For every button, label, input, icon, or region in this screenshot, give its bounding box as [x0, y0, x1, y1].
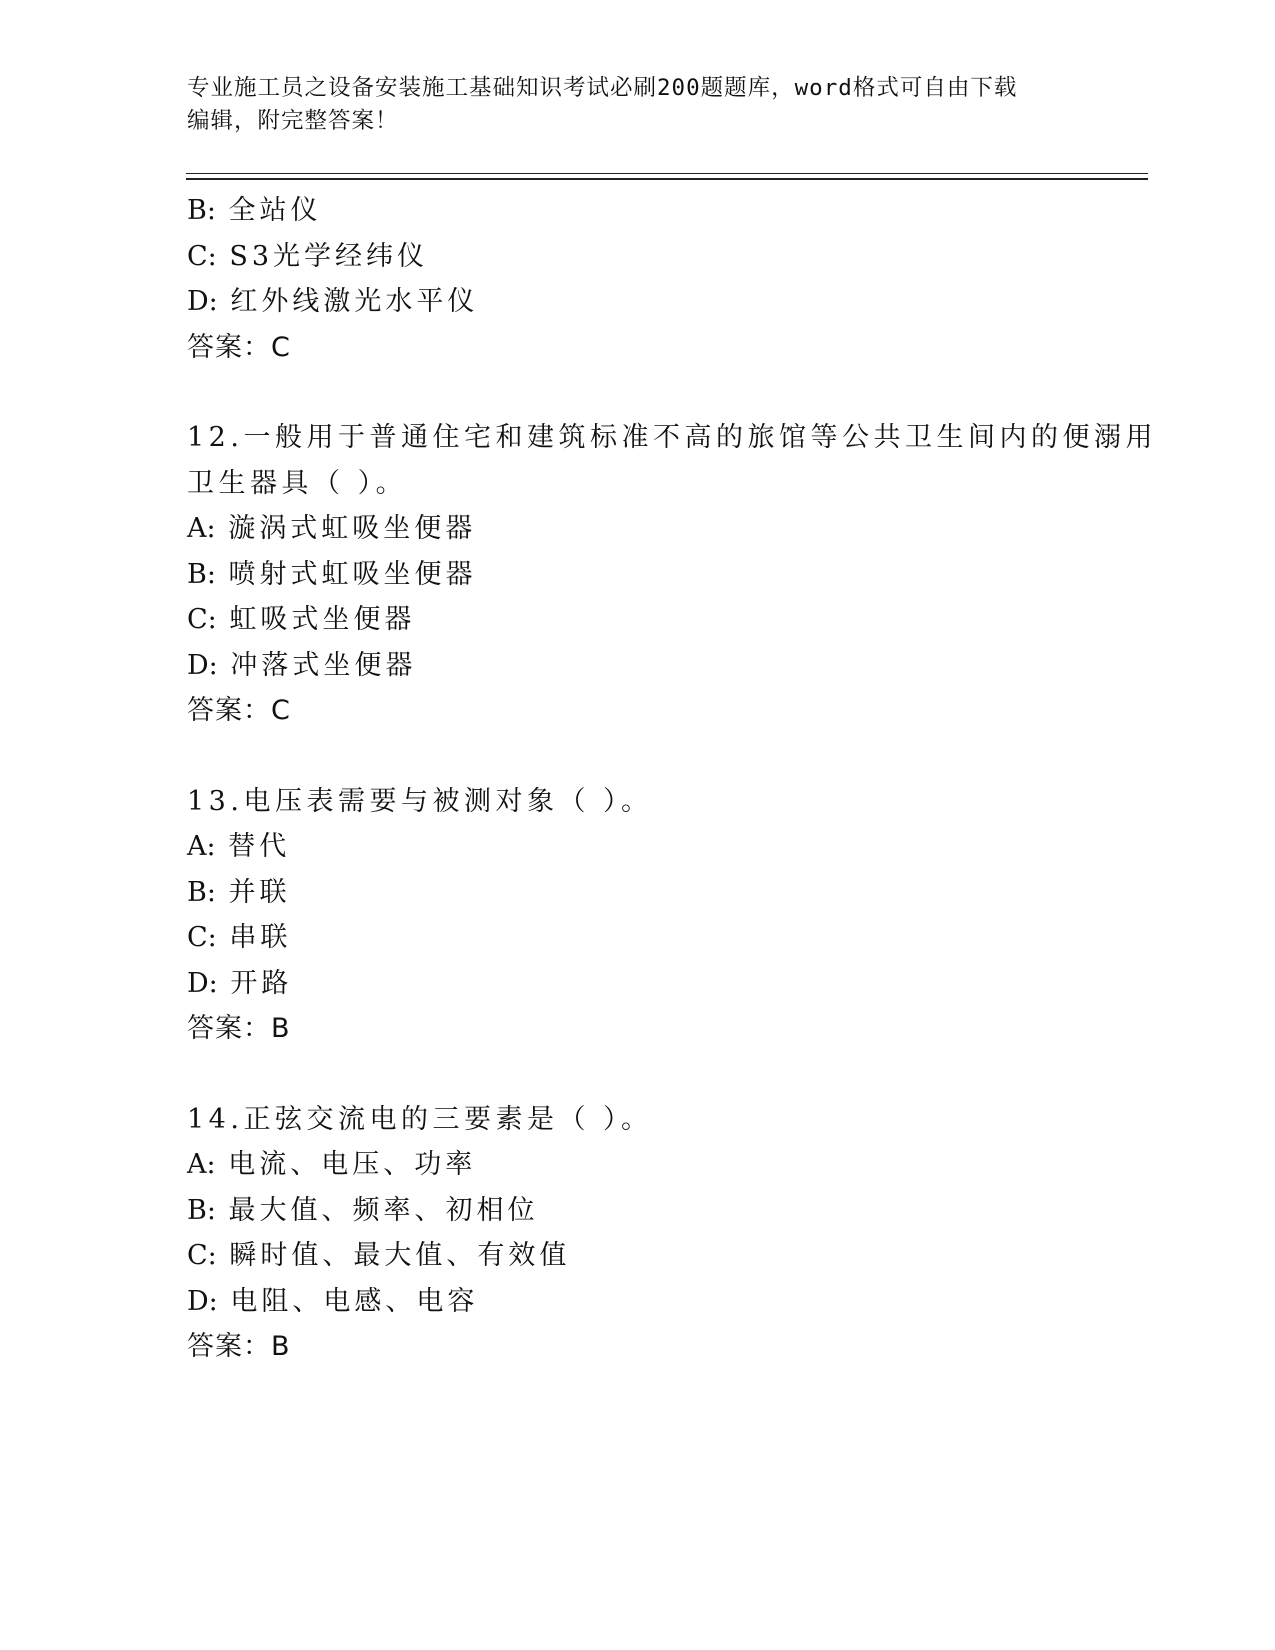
answer-line: 答案：C: [187, 331, 291, 363]
option-text: 并联: [228, 876, 291, 908]
option-label: D:: [187, 286, 218, 317]
option-text: S3光学经纬仪: [229, 240, 429, 272]
option-text: 红外线激光水平仪: [230, 286, 479, 317]
option-text: 电流、电压、功率: [228, 1149, 477, 1180]
option-b: [187, 1188, 1087, 1234]
option-text: 冲落式坐便器: [230, 649, 417, 681]
option-c: [187, 597, 1087, 643]
option-label: C:: [187, 1240, 217, 1271]
header-divider-thick: [186, 178, 1148, 180]
option-text: 全站仪: [228, 195, 322, 226]
option-label: D:: [187, 967, 218, 999]
option-c: [187, 915, 1087, 961]
option-text: 开路: [230, 967, 293, 999]
option-label: C:: [187, 922, 217, 953]
option-c: [187, 1233, 1087, 1279]
header-line-2: 编辑，附完整答案！: [187, 108, 399, 134]
option-label: C:: [187, 604, 217, 635]
question-11-continued: [187, 188, 1087, 370]
option-d: [187, 643, 1087, 689]
option-label: B:: [187, 876, 216, 908]
question-list: [187, 188, 1157, 1370]
option-text: 喷射式虹吸坐便器: [228, 558, 477, 590]
spacer: [187, 734, 1087, 779]
option-label: B:: [187, 558, 216, 590]
question-stem: 14.正弦交流电的三要素是（ ）。: [187, 1103, 653, 1135]
option-label: A:: [187, 831, 216, 862]
question-14: [187, 1097, 1087, 1370]
question-stem: 13.电压表需要与被测对象（ ）。: [187, 785, 653, 817]
answer-line: 答案：C: [187, 695, 291, 726]
answer-line: 答案：B: [187, 1013, 291, 1044]
option-b: [187, 870, 1087, 916]
option-b: [187, 552, 1087, 598]
option-text: 串联: [229, 922, 292, 953]
option-c: [187, 234, 1087, 280]
option-text: 替代: [228, 831, 291, 862]
option-text: 虹吸式坐便器: [229, 604, 416, 635]
answer-line: 答案：B: [187, 1331, 291, 1362]
document-header: [187, 72, 1067, 138]
question-13: [187, 779, 1087, 1052]
question-stem-continued: 卫生器具（ ）。: [187, 467, 408, 499]
header-line-1: 专业施工员之设备安装施工基础知识考试必刷200题题库，word格式可自由下载: [187, 75, 1018, 101]
option-label: A:: [187, 513, 216, 544]
option-label: D:: [187, 1285, 218, 1317]
option-b: [187, 188, 1087, 234]
option-d: [187, 1279, 1087, 1325]
option-text: 最大值、频率、初相位: [228, 1194, 539, 1226]
option-a: [187, 1142, 1087, 1188]
option-text: 漩涡式虹吸坐便器: [228, 513, 477, 544]
option-label: C:: [187, 240, 217, 272]
option-d: [187, 279, 1087, 325]
header-divider-thin: [186, 173, 1148, 174]
option-a: [187, 506, 1087, 552]
question-12: [187, 415, 1157, 734]
option-d: [187, 961, 1087, 1007]
spacer: [187, 370, 1087, 415]
question-stem: 12.一般用于普通住宅和建筑标准不高的旅馆等公共卫生间内的便溺用: [187, 422, 1157, 453]
option-label: A:: [187, 1149, 216, 1180]
option-text: 电阻、电感、电容: [230, 1285, 479, 1317]
spacer: [187, 1052, 1087, 1097]
option-label: B:: [187, 195, 216, 226]
option-label: D:: [187, 649, 218, 681]
option-label: B:: [187, 1194, 216, 1226]
option-a: [187, 824, 1087, 870]
option-text: 瞬时值、最大值、有效值: [229, 1240, 571, 1271]
